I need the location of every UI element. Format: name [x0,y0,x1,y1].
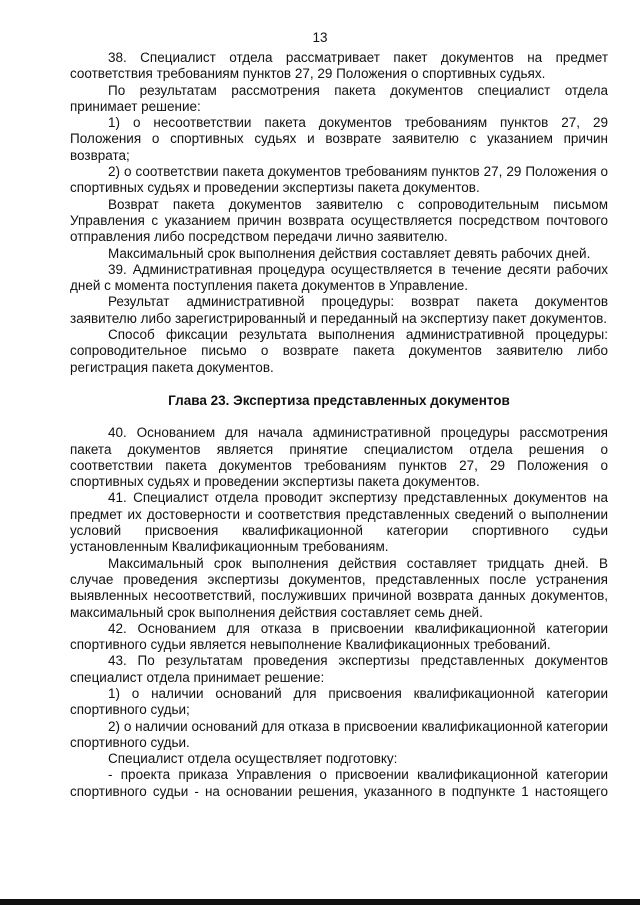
paragraph-43-decision-2: 2) о наличии оснований для отказа в присвоении квалификационной категории спортивного судьи. [70,718,608,750]
paragraph-result: Результат административной процедуры: возврат пакета документов заявителю либо зарегистрированный и переданный на экспертизу пакет документов. [70,294,608,326]
page-number: 13 [312,30,328,45]
paragraph-43-decision-1: 1) о наличии оснований для присвоения квалификационной категории спортивного судьи; [70,685,608,718]
paragraph-preparation: Специалист отдела осуществляет подготовку: [108,751,398,767]
paragraph-max-term-2: Максимальный срок выполнения действия составляет тридцать дней. В случае проведения экспертизы документов, представленных после устранения выявленных несоответствий, послуживших причиной возврата данных документов, максимальный срок выполнения действия составляет семь дней. [70,555,608,620]
scan-bottom-edge [0,899,640,905]
paragraph-decision-1: 1) о несоответствии пакета документов требованиям пунктов 27, 29 Положения о спортивных судьях и возврате заявителю с указанием причин возврата; [70,115,608,163]
paragraph-41: 41. Специалист отдела проводит экспертизу представленных документов на предмет их достоверности и соответствия представленных сведений о выполнении условий присвоения квалификационной категории спортивного судьи установленным Квалификационным требованиям. [70,490,608,555]
paragraph-order-draft: - проекта приказа Управления о присвоении квалификационной категории спортивного судьи - на основании решения, указанного в подпункте 1 настоящего [70,767,608,799]
paragraph-return: Возврат пакета документов заявителю с сопроводительным письмом Управления с указанием причин возврата осуществляется посредством почтового отправления либо посредством передачи лично заявителю. [70,196,608,245]
paragraph-40: 40. Основанием для начала административной процедуры рассмотрения пакета документов является принятие специалистом отдела решения о соответствии пакета документов требованиям пунктов 27, 29 Положения о спортивных судьях и проведении экспертизы пакета документов. [70,425,608,490]
paragraph-fixation: Способ фиксации результата выполнения административной процедуры: сопроводительное письмо о возврате пакета документов заявителю либо регистрация пакета документов. [70,327,608,375]
paragraph-decision-2: 2) о соответствии пакета документов требованиям пунктов 27, 29 Положения о спортивных судьях и проведении экспертизы пакета документов. [70,164,608,196]
chapter-heading: Глава 23. Экспертиза представленных документов [168,392,510,408]
paragraph-43: 43. По результатам проведения экспертизы представленных документов специалист отдела принимает решение: [70,653,608,685]
paragraph-42: 42. Основанием для отказа в присвоении квалификационной категории спортивного судьи является невыполнение Квалификационных требований. [70,620,608,653]
paragraph-max-term-1: Максимальный срок выполнения действия составляет девять рабочих дней. [108,245,591,261]
document-body [70,50,608,800]
paragraph-39: 39. Административная процедура осуществляется в течение десяти рабочих дней с момента поступления пакета документов в Управление. [70,261,608,294]
paragraph-decision-intro: По результатам рассмотрения пакета документов специалист отдела принимает решение: [70,82,608,114]
paragraph-38: 38. Специалист отдела рассматривает пакет документов на предмет соответствия требованиям пунктов 27, 29 Положения о спортивных судьях. [70,50,608,82]
